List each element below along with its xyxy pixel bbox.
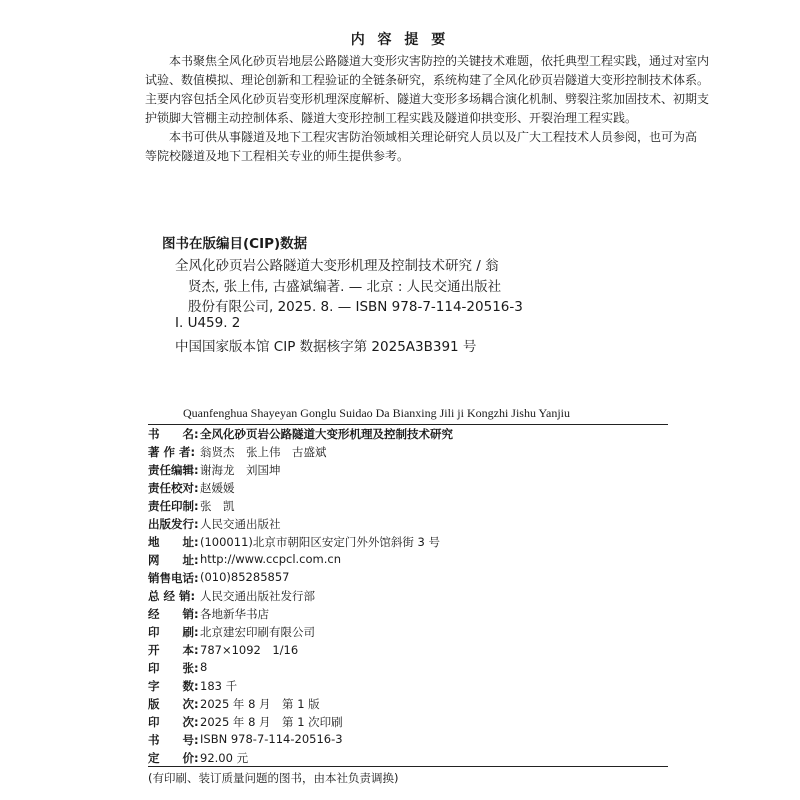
info-label: 责任校对: [148, 481, 199, 495]
info-label: 印 次: [148, 715, 199, 729]
info-row [148, 480, 668, 498]
info-row [148, 570, 668, 588]
pinyin-title: Quanfenghua Shayeyan Gonglu Suidao Da Bianxing Jili ji Kongzhi Jishu Yanjiu [183, 406, 570, 420]
info-row [148, 516, 668, 534]
info-value: 8 [200, 660, 208, 674]
info-row [148, 696, 668, 714]
info-row [148, 462, 668, 480]
info-row [148, 624, 668, 642]
cip-title: 图书在版编目(CIP)数据 [162, 236, 308, 252]
info-label: 书 名: [148, 427, 199, 441]
info-label: 销售电话: [148, 571, 199, 585]
info-value: http://www.ccpcl.com.cn [200, 552, 341, 566]
summary-line: 本书可供从事隧道及地下工程灾害防治领域相关理论研究人员以及广大工程技术人员参阅，也可为高 [169, 130, 698, 144]
info-row [148, 426, 668, 444]
info-value: 183 千 [200, 679, 238, 693]
info-value: 2025 年 8 月 第 1 次印刷 [200, 715, 343, 729]
info-label: 著 作 者: [148, 445, 196, 459]
info-value: 人民交通出版社 [200, 517, 281, 531]
info-value: 2025 年 8 月 第 1 版 [200, 697, 320, 711]
publication-info-list [148, 426, 668, 768]
info-row [148, 588, 668, 606]
info-label: 字 数: [148, 679, 199, 693]
info-label: 书 号: [148, 733, 199, 747]
info-label: 网 址: [148, 553, 199, 567]
info-value: 全风化砂页岩公路隧道大变形机理及控制技术研究 [200, 427, 453, 441]
info-row [148, 498, 668, 516]
info-value: 张 凯 [200, 499, 235, 513]
summary-title: 内 容 提 要 [350, 32, 450, 48]
info-value: 各地新华书店 [200, 607, 269, 621]
cip-line: 股份有限公司, 2025. 8. — ISBN 978-7-114-20516-3 [188, 299, 523, 315]
info-row [148, 732, 668, 750]
cip-line: 全风化砂页岩公路隧道大变形机理及控制技术研究 / 翁 [175, 258, 499, 274]
info-label: 经 销: [148, 607, 199, 621]
info-label: 地 址: [148, 535, 199, 549]
info-value: 北京建宏印刷有限公司 [200, 625, 315, 639]
info-value: 人民交通出版社发行部 [200, 589, 315, 603]
info-value: (010)85285857 [200, 570, 290, 584]
info-row [148, 678, 668, 696]
info-row [148, 714, 668, 732]
footnote: (有印刷、装订质量问题的图书，由本社负责调换) [148, 771, 399, 785]
info-value: 787×1092 1/16 [200, 643, 299, 657]
info-value: 92.00 元 [200, 751, 249, 765]
info-label: 总 经 销: [148, 589, 196, 603]
info-value: ISBN 978-7-114-20516-3 [200, 732, 343, 746]
info-row [148, 534, 668, 552]
info-label: 责任编辑: [148, 463, 199, 477]
info-row [148, 660, 668, 678]
summary-line: 主要内容包括全风化砂页岩变形机理深度解析、隧道大变形多场耦合演化机制、劈裂注浆加固技术、初期支 [145, 92, 710, 106]
info-row [148, 444, 668, 462]
info-label: 开 本: [148, 643, 199, 657]
info-value: 翁贤杰 张上伟 古盛斌 [200, 445, 327, 459]
info-row [148, 642, 668, 660]
info-label: 定 价: [148, 751, 199, 765]
summary-paragraph-2 [145, 128, 698, 166]
info-label: 责任印制: [148, 499, 199, 513]
info-label: 版 次: [148, 697, 199, 711]
info-label: 印 张: [148, 661, 199, 675]
info-value: 赵媛媛 [200, 481, 235, 495]
summary-line: 试验、数值模拟、理论创新和工程验证的全链条研究，系统构建了全风化砂页岩隧道大变形控制技术体系。 [145, 73, 710, 87]
divider-bottom [148, 766, 668, 767]
cip-record-number: 中国国家版本馆 CIP 数据核字第 2025A3B391 号 [175, 339, 477, 355]
info-row [148, 552, 668, 570]
summary-paragraph-1 [145, 52, 710, 128]
summary-line: 护锁脚大管棚主动控制体系、隧道大变形控制工程实践及隧道仰拱变形、开裂治理工程实践。 [145, 111, 638, 125]
cip-classification: Ⅰ. U459. 2 [175, 315, 241, 331]
summary-line: 等院校隧道及地下工程相关专业的师生提供参考。 [145, 149, 410, 163]
cip-line: 贤杰, 张上伟, 古盛斌编著. — 北京 : 人民交通出版社 [188, 279, 502, 295]
divider-top [148, 424, 668, 425]
summary-line: 本书聚焦全风化砂页岩地层公路隧道大变形灾害防控的关键技术难题，依托典型工程实践，通过对室内 [169, 54, 710, 68]
info-row [148, 606, 668, 624]
info-label: 出版发行: [148, 517, 199, 531]
info-value: (100011)北京市朝阳区安定门外外馆斜街 3 号 [200, 535, 440, 549]
info-value: 谢海龙 刘国坤 [200, 463, 281, 477]
info-label: 印 刷: [148, 625, 199, 639]
